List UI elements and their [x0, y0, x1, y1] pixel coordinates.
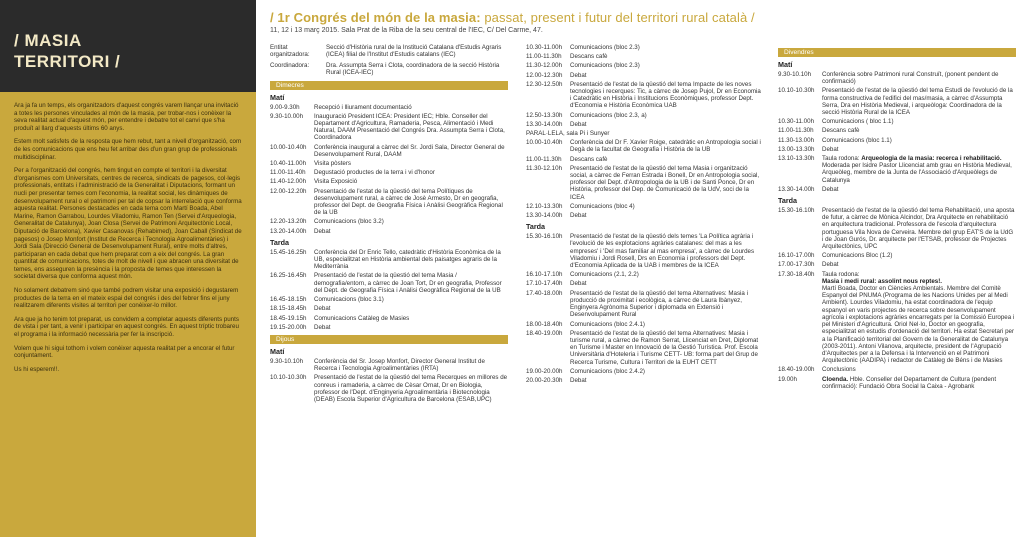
schedule-row: [778, 186, 1016, 193]
schedule-row: [526, 290, 762, 319]
row-desc: Presentació de l'estat de la qüestió del tema Masia i organització social, a càrrec de Ferran Estrada i Bonell, Dr en Antropologia social, professor del Dept. d'Antropologia de la UB i de Santi Ponce, Dr en Història, professor del Dep. de Comunicació de la UdV, soci de la ICEA: [570, 164, 760, 201]
row-desc: Comunicacions (bloc 4): [570, 202, 635, 210]
section-morning: Matí: [270, 92, 285, 102]
schedule-row: [270, 178, 508, 185]
row-time: 10.30-11.00h: [778, 118, 815, 126]
row-time: 18.40-19.00h: [778, 366, 815, 374]
congress-title-rest: passat, present i futur del territori rural català /: [480, 10, 755, 25]
row-time: 18.15-18.45h: [270, 305, 307, 313]
row-desc: Comunicacions (bloc 2.4.1): [570, 320, 645, 328]
schedule-row: [270, 188, 508, 217]
row-desc: Conferència del Sr. Josep Monfort, Director General Institut de Recerca i Tecnologia Agroalimentàries (IRTA): [314, 357, 485, 373]
row-desc: Comunicacions (bloc 2.3): [570, 44, 640, 51]
round-table-title: Arqueologia de la masia: recerca i rehabilitació.: [861, 155, 1002, 163]
row-desc: Descans cafè: [822, 127, 860, 135]
schedule-row: [270, 374, 508, 403]
program-column-1: [270, 44, 508, 405]
row-time: 17.30-18.40h: [778, 270, 815, 278]
schedule-row: [526, 156, 762, 163]
row-time: 13.20-14.00h: [270, 227, 307, 235]
row-desc: Comunicacions ( bloc 1.1): [822, 118, 894, 126]
schedule-row: [526, 233, 762, 269]
section-morning: Matí: [778, 60, 793, 69]
schedule-row: [270, 169, 508, 176]
schedule-row: [270, 315, 508, 322]
row-desc: Comunicacions (2.1, 2.2): [570, 271, 639, 279]
row-desc: Presentació de l'estat de la qüestió del tema Impacte de les noves tecnologies i recerques: Tic, a càrrec de Josep Pujol, Dr en Economia i Catedràtic en Història i Institucions Econòmiques, professor Dept. d'Economia e Història Econòmica UAB: [570, 80, 761, 110]
left-intro-text: [0, 92, 256, 373]
program-column-2: [526, 44, 762, 386]
row-time: 11.00-11.30h: [526, 155, 562, 163]
schedule-row: [526, 271, 762, 278]
row-desc: Debat: [570, 376, 587, 384]
row-desc: Visita Exposició: [314, 178, 358, 186]
schedule-row: [778, 87, 1016, 116]
row-time: 18.00-18.40h: [526, 320, 563, 328]
row-desc: Presentació de l'estat de la qüestió del tema Alternatives: Masia i turisme rural, a càrrec de Ramon Serrat, Llicenciat en Dret, Diplomat en Turisme i Master en Innovació de la Gestió Turística. Prof. Escola Universitària d'Hoteleria i Turisme CETT- UB: forma part del Grup de Recerca Turisme, Cultura i Territori de la EUHT CETT: [570, 329, 759, 366]
row-desc: Presentació de l'estat de la qüestió del tema Rehabilitació, una aposta de futur, a càrrec de Mònica Alcindor, Dra Arquitecte en rehabilitació en arquitectura tradicional. Professora de l'escola d'arquitectura portuguesa Vila Nova de Cerveira. Membre del grup EAT'S de la UdG i de Joan Gurós, Dr. arquitecte per l'ETSAB, professor de Projectes Arquitectònics, UPC: [822, 207, 1015, 251]
row-time: 9.30-10.00h: [270, 112, 304, 120]
schedule-row: [270, 272, 508, 294]
parallel-session-label: PARAL·LELA, sala Pi i Sunyer: [526, 130, 610, 138]
row-time: 10.00-10.40h: [270, 143, 307, 151]
row-time: 19.15-20.00h: [270, 323, 307, 331]
schedule-row: [270, 358, 508, 372]
schedule-row: [778, 207, 1016, 250]
congress-title-strong: / 1r Congrés del món de la masia:: [270, 10, 481, 25]
closing-title: Cloenda.: [822, 375, 849, 383]
left-panel: [0, 0, 256, 537]
schedule-row: [270, 228, 508, 235]
row-time: 16.45-18.15h: [270, 296, 307, 304]
schedule-row: [526, 212, 762, 219]
schedule-row: [526, 139, 762, 153]
row-time: 17.10-17.40h: [526, 280, 563, 288]
row-time: 12.50-13.30h: [526, 111, 563, 119]
organizer-info: [270, 44, 508, 59]
row-time: 11.30-12.00h: [526, 62, 563, 70]
organizer-text: Secció d'Història rural de la Institució Catalana d'Estudis Agraris (ICEA) filial de l'Institut d'Estudis catalans (IEC): [326, 44, 502, 59]
intro-paragraph: Ara ja fa un temps, els organitzadors d'aquest congrés varem llançar una invitació a totes les persones vinculades al món de la masia, per trobar-nos i conèixer la seva realitat actual d'aquest món, per entendre i debatre tot el canvi que s'ha produït al llarg d'aquests últims 60 anys.: [14, 102, 239, 132]
round-table-title: Masia i medi rural: assolint nous reptes!.: [822, 277, 943, 285]
round-table-row: [778, 271, 1016, 365]
row-desc: Debat: [570, 280, 587, 288]
row-time: 9.00-9.30h: [270, 103, 300, 111]
row-time: 9.30-10.10h: [270, 357, 304, 365]
row-desc: Conferència sobre Patrimoni rural Construït, (ponent pendent de confirmació): [822, 71, 999, 86]
row-time: 18.45-19.15h: [270, 314, 307, 322]
row-desc: [822, 271, 1016, 365]
row-time: 20.00-20.30h: [526, 376, 563, 384]
row-time: 11.00-11.30h: [778, 127, 814, 135]
row-time: 10.00-10.40h: [526, 139, 563, 147]
row-desc: Inauguració President ICEA: President IEC; Hble. Conseller del Departament d'Agricultura, Ramaderia, Pesca, Alimentació i Medi Natural, DAAM Presentació del Congrés Dra. Assumpta Serra i Clota, Coordinadora: [314, 112, 505, 142]
row-desc: Comunicacions (bloc 2.4.2): [570, 367, 645, 375]
row-time: 12.10-13.30h: [526, 202, 563, 210]
row-time: 16.10-17.10h: [526, 271, 563, 279]
row-time: 13.30-14.00h: [778, 185, 815, 193]
row-time: 11.00-11.40h: [270, 169, 306, 177]
row-time: 10.10-10.30h: [270, 374, 307, 382]
schedule-row: [270, 104, 508, 111]
row-time: 16.10-17.00h: [778, 252, 815, 260]
row-desc: Recepció i lliurament documentació: [314, 103, 412, 111]
row-desc: Presentació de l'estat de la qüestió del tema Recerques en millores de conreus i ramaderia, a càrrec de Cèsar Ornat, Dr en Biologia, professor de l'Dept. d'Enginyeria Agroalimentària i Biotecnologia (DEAB) Escola Superior d'Agricultura de Barcelona (ESAB,UPC): [314, 374, 508, 403]
round-table-desc: Moderada per Isidre Pastor Llicenciat amb grau en Història Medieval, Arqueòleg, membre de la Junta de l'Associació d'Arqueòlegs de Catalunya: [822, 162, 1012, 184]
row-time: 12.30-12.50h: [526, 80, 563, 88]
coordinator-text: Dra. Assumpta Serra i Clota, coordinadora de la secció Història Rural (ICEA-IEC): [326, 61, 500, 77]
congress-title: [270, 10, 755, 25]
intro-paragraph: Ara que ja ho tenim tot preparat, us convidem a completar aquests diferents punts de vista i per tant, a venir i participar en aquest congrés. En aquest tríptic trobareu el programa i la informació necessària per fer la inscripció.: [14, 315, 239, 339]
row-desc: Comunicacions (bloc 1.1): [822, 136, 892, 144]
schedule-row: [526, 377, 762, 384]
row-desc: Debat: [822, 145, 839, 153]
row-desc: Presentació de l'estat de la qüestió del tema Polítiques de desenvolupament rural, a càrrec de Josè Armesto, Dr en geografia, professor del Dept. de Geografia Física i Anàlisi Geogràfica Regional de la UB: [314, 187, 503, 217]
row-time: 15.30-16.10h: [526, 233, 563, 241]
schedule-row: [778, 366, 1016, 373]
program-column-3: [778, 44, 1016, 392]
row-desc: Debat: [570, 71, 587, 79]
section-afternoon: Tarda: [778, 196, 798, 206]
row-desc: Comunicacions (bloc 2.3): [570, 62, 640, 70]
row-desc: Presentació de l'estat de la qüestió del tema Estudi de l'evolució de la forma constructiva de l'edifici del mas/masia, a càrrec d'Assumpta Serra, Dra en Història Medieval, i arqueòloga: Coordinadora de la secció Història Rural de la ICEA: [822, 87, 1013, 117]
row-desc: Presentació de l'estat de la qüestió del tema Masia / demografia/entorn, a càrrec de Joan Tort, Dr en geografia, Professor del Dept. de Geografia Física i Anàlisi Geogràfica Regional de la UB: [314, 272, 502, 294]
schedule-row: [526, 72, 762, 79]
row-desc: Presentació de l'estat de la qüestió dels temes 'La Política agrària i l'evolució de les explotacions agràries catalanes: del mas a les empreses' i 'Del mas familiar al mas empresa', a càrrec de Lourdes Viladomiu i Jordi Rosell, Drs en Economia i professors del Dept. d'Economia Aplicada de la UAB i membres de la ICEA: [570, 233, 755, 270]
row-desc: Presentació de l'estat de la qüestió del tema Alternatives: Masia i producció de proximitat i ecològica, a càrrec de Laura Ibànyez, Enginyera Agrònoma Superior i diplomada en Extensió i Desenvolupament Rural: [570, 289, 748, 319]
section-afternoon: Tarda: [270, 237, 290, 247]
row-time: 10.30-11.00h: [526, 44, 563, 51]
schedule-row: [270, 144, 508, 158]
left-title-line1: / MASIA: [14, 31, 82, 50]
row-time: 15.30-16.10h: [778, 207, 815, 215]
row-desc: Debat: [570, 212, 587, 220]
program-area: [256, 0, 1024, 537]
row-time: 19.00-20.00h: [526, 367, 563, 375]
organizer-label: Entitat organitzadora:: [270, 44, 310, 59]
row-desc: Debat: [822, 261, 839, 269]
row-time: 16.25-16.45h: [270, 272, 307, 280]
schedule-row: [270, 305, 508, 312]
intro-paragraph: Volem que hi sigui tothom i volem conèixer aquesta realitat per a encorar el futur conjuntament.: [14, 344, 235, 360]
row-desc: Debat: [822, 185, 839, 193]
schedule-row: [526, 121, 762, 128]
schedule-row: [270, 113, 508, 142]
schedule-row: [526, 368, 762, 375]
schedule-row: [526, 280, 762, 287]
row-desc: Conferència del Dr F. Xavier Roige, catedràtic en Antropologia social i Degà de la facultat de Geografia i Història de la UB: [570, 139, 761, 154]
row-desc: Conferència del Dr Enric Tello, catedràtic d'Història Econòmica de la UB, especialitzat en Història ambiental dels paisatges agraris de la Mediterrània: [314, 248, 501, 271]
coordinator-info: [270, 62, 508, 77]
congress-subtitle: 11, 12 i 13 març 2015. Sala Prat de la Riba de la seu central de l'IEC, C/ Del Carme, 47.: [270, 27, 543, 34]
row-desc: Visita pòsters: [314, 160, 352, 168]
schedule-row: [270, 218, 508, 225]
schedule-row: [526, 321, 762, 328]
row-time: 12.00-12.30h: [526, 71, 563, 79]
round-table-desc: Martí Boada, Doctor en Ciències Ambientals. Membre del Comitè Espanyol del PNUMA (Programa de les Nacions Unides per al Medi Ambient). Lourdes Viladomiu, ha estat coordinadora de l'equip espanyol en varis projectes de recerca sobre desenvolupament agrícola i explotacions agràries encarregats per la Comissió Europea i pel Ministeri d'Agricultura. Oriol Nel·lo, Doctor en geografia, especialitzat en estudis d'ordenació del territori. Ha estat Secretari per a la Planificació territorial del Govern de la Generalitat de Catalunya (2003-2011). Antoni Vilanova, arquitecte, president de l'Agrupació d'Arquitectes per a la Defensa i la Intervenció en el Patrimoni Arquitectònic (AADIPA) i redactor de Catàleg de Béns i de Masies: [822, 285, 1015, 365]
schedule-row: [526, 62, 762, 69]
row-desc: Comunicacions (bloc 2.3, a): [570, 111, 647, 119]
schedule-row: [778, 252, 1016, 259]
row-time: 11.00-11.30h: [526, 53, 562, 61]
schedule-row: [526, 203, 762, 210]
row-time: 13.10-13.30h: [778, 155, 815, 163]
row-desc: [822, 376, 1016, 390]
schedule-row: [778, 71, 1016, 85]
schedule-row: [778, 137, 1016, 144]
row-desc: Conferència inaugural a càrrec del Sr. Jordi Sala, Director General de Desenvolupament Rural, DAAM: [314, 143, 505, 158]
intro-paragraph: Per a l'organització del congrés, hem tingut en compte el territori i la diversitat d'organismes com Universitats, centres de recerca, sindicats de pagesos, col·legis professionals, entitats i l'administració de la Generalitat i Diputacions, formant un nucli per presentar temes com l'economia, la realitat social, les dinàmiques de desenvolupament rural o el patrimoni per tal de copsar la interrelació que conforma aquesta realitat. Persones destacades en cada tema com Martí Boada, Abel Marine, Ramon Garrabou, Lourdes Viladomiu, Ramon Ten (Servei d'Arqueologia, Generalitat de Catalunya), Joan Closa (Servei de Patrimoni Arquitectònic Local, Diputació de Barcelona), Xavier Casanovas (Rehabimed), Joan Caball (Sindicat de pagesos) o Josep Monfort (Institut de Recerca i Tecnologia Agroalimentàries) i Jordi Sala (Direcció General de Desenvolupament Rural), entre molts d'altres, participaran en cada debat que hem preparat com a eix del congrés. La gran quantitat de comunicacions, totes de molt de nivell i que abracen una diversitat de temes, ens asseguren la presència i la proposta de temes que interessen la societat diversa que conforma aquest món.: [14, 167, 242, 281]
schedule-row: [526, 44, 762, 51]
row-desc: Debat: [570, 120, 587, 128]
closing-desc: Hble. Conseller del Departament de Cultura (pendent confirmació): Fundació Obra Social la Caixa - Agrobank: [822, 375, 997, 390]
row-time: 12.20-13.20h: [270, 218, 307, 226]
row-time: 9.30-10.10h: [778, 71, 812, 78]
row-desc: Debat: [314, 227, 331, 235]
coordinator-label: Coordinadora:: [270, 61, 310, 69]
row-desc: Comunicacions (bloc 3.1): [314, 296, 384, 304]
row-desc: Comunicacions (bloc 3.2): [314, 218, 384, 226]
left-title-line2: TERRITORI /: [14, 52, 121, 71]
schedule-row: [270, 160, 508, 167]
schedule-row: [526, 165, 762, 201]
row-desc: Comunicacions Catàleg de Masies: [314, 314, 410, 322]
schedule-row: [526, 53, 762, 60]
row-time: 11.40-12.00h: [270, 178, 307, 186]
row-time: 17.00-17.30h: [778, 261, 815, 269]
schedule-row: [778, 261, 1016, 268]
schedule-row: [526, 112, 762, 119]
intro-paragraph: Us hi esperem!!.: [14, 365, 60, 373]
row-time: 19.00h: [778, 375, 797, 383]
row-time: 10.40-11.00h: [270, 160, 307, 168]
row-time: 17.40-18.00h: [526, 289, 563, 297]
row-desc: Debat: [314, 305, 331, 313]
schedule-row: [270, 324, 508, 331]
section-morning: Matí: [270, 346, 285, 356]
round-table-row: [778, 155, 1016, 184]
day-header-thursday: Dijous: [270, 335, 508, 344]
row-desc: Descans cafè: [570, 53, 608, 61]
row-desc: Descans cafè: [570, 155, 608, 163]
row-time: 18.40-19.00h: [526, 329, 563, 337]
row-desc: Degustació productes de la terra i vi d'honor: [314, 169, 435, 177]
schedule-row: [526, 330, 762, 366]
day-header-wednesday: Dimecres: [270, 81, 508, 90]
closing-row: [778, 376, 1016, 390]
round-table-label: Taula rodona:: [822, 155, 860, 163]
row-time: 11.30-13.00h: [778, 136, 815, 144]
intro-paragraph: Estem molt satisfets de la resposta que hem rebut, tant a nivell d'organització, com de les comunicacions que ens heu fet arribar des d'un gran grup de professionals multidisciplinar.: [14, 138, 242, 161]
row-time: 11.30-12.10h: [526, 164, 563, 172]
schedule-row: [778, 118, 1016, 125]
row-time: 15.45-16.25h: [270, 248, 307, 256]
section-afternoon: Tarda: [526, 222, 546, 232]
row-desc: Debat: [314, 323, 331, 331]
row-time: 12.00-12.20h: [270, 187, 307, 195]
intro-paragraph: No solament debatrem sinó que també podrem visitar una exposició i degustarem productes de la terra en el mateix espai del congrés i des del febrer fins el juny realitzarem diferents visites al territori per conèixer-lo millor.: [14, 287, 239, 310]
schedule-row: [778, 146, 1016, 153]
row-time: 13.00-13.30h: [778, 145, 815, 153]
day-header-friday: Divendres: [778, 48, 1016, 57]
row-desc: Comunicacions Bloc (1.2): [822, 252, 893, 260]
row-time: 13.30-14.00h: [526, 120, 563, 128]
schedule-row: [778, 127, 1016, 134]
schedule-row: [270, 249, 508, 271]
schedule-row: [270, 296, 508, 303]
row-time: 13.30-14.00h: [526, 212, 563, 220]
schedule-row: [526, 81, 762, 110]
row-time: 10.10-10.30h: [778, 87, 815, 95]
left-header: [0, 0, 256, 92]
round-table-label: Taula rodona:: [822, 270, 860, 278]
row-desc: [822, 155, 1016, 184]
row-desc: Conclusions: [822, 366, 856, 374]
